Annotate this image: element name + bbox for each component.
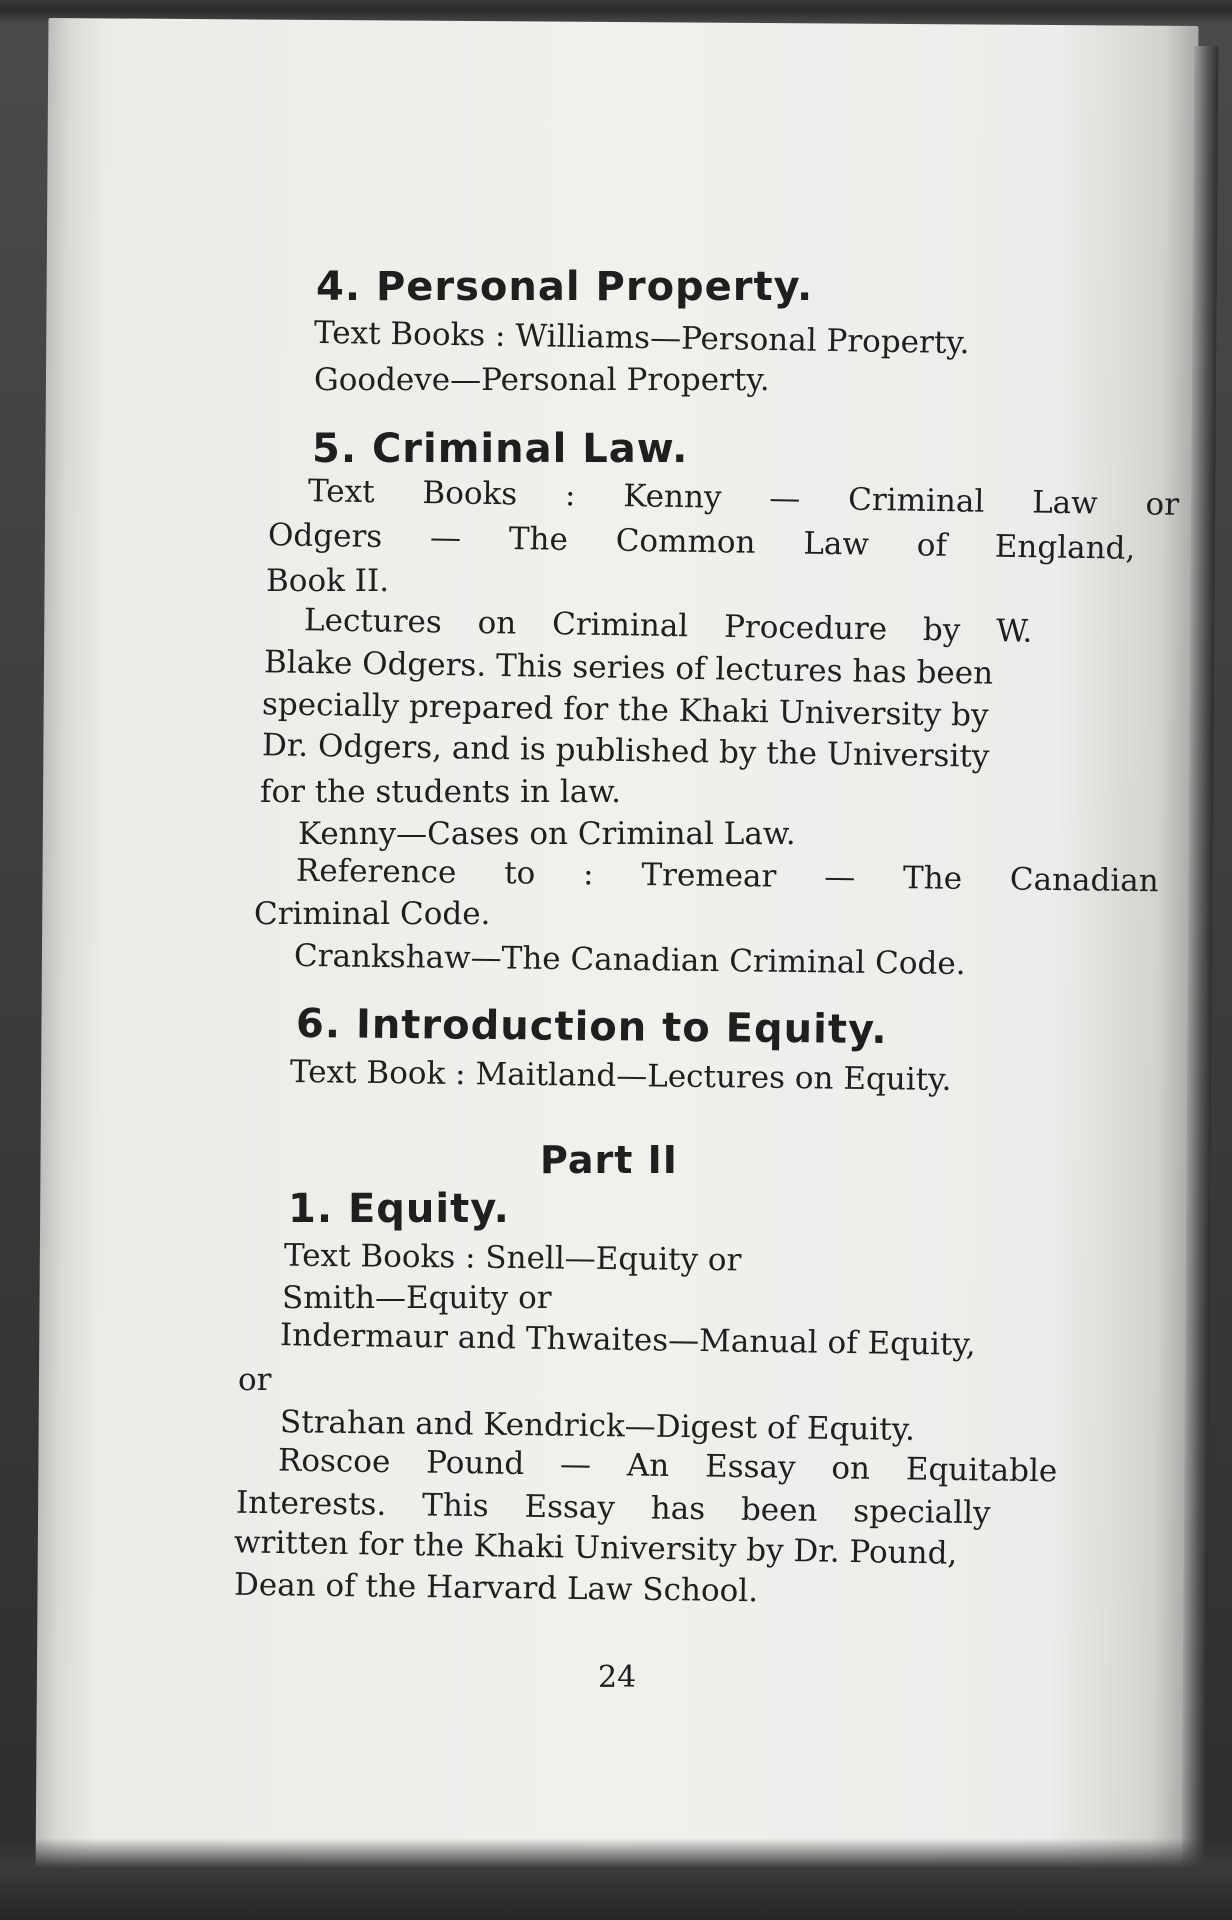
text-line: for the students in law.	[260, 774, 621, 810]
text-line: Dean of the Harvard Law School.	[233, 1566, 759, 1610]
text-line: Text Books : Williams—Personal Property.	[313, 314, 970, 362]
text-line: Dr. Odgers, and is published by the University	[261, 727, 990, 775]
part-title: Part II	[540, 1138, 678, 1182]
text-line: Reference to : Tremear — The Canadian	[295, 852, 1159, 900]
text-line: Criminal Code.	[254, 896, 491, 932]
text-line: Indermaur and Thwaites—Manual of Equity,	[279, 1317, 976, 1363]
section-heading-equity: 1. Equity.	[288, 1186, 510, 1232]
text-line: Interests. This Essay has been specially	[235, 1484, 991, 1532]
section-heading-criminal-law: 5. Criminal Law.	[312, 426, 689, 472]
text-line: Odgers — The Common Law of England,	[267, 517, 1136, 567]
text-line: written for the Khaki University by Dr. Pound,	[233, 1524, 958, 1572]
text-line: specially prepared for the Khaki University by	[261, 686, 989, 734]
section-heading-introduction-to-equity: 6. Introduction to Equity.	[295, 1000, 888, 1054]
text-line: Strahan and Kendrick—Digest of Equity.	[279, 1404, 916, 1448]
text-line: or	[238, 1362, 272, 1398]
section-heading-personal-property: 4. Personal Property.	[316, 264, 814, 310]
text-line: Text Books : Kenny — Criminal Law or	[307, 473, 1180, 523]
text-line: Kenny—Cases on Criminal Law.	[298, 816, 796, 852]
text-line: Crankshaw—The Canadian Criminal Code.	[293, 937, 966, 983]
text-line: Blake Odgers. This series of lectures has been	[263, 644, 994, 692]
page-number: 24	[598, 1660, 637, 1695]
text-line: Goodeve—Personal Property.	[314, 362, 770, 398]
text-line: Smith—Equity or	[282, 1280, 552, 1316]
text-line: Text Books : Snell—Equity or	[283, 1237, 742, 1279]
text-line: Book II.	[266, 563, 390, 599]
text-line: Lectures on Criminal Procedure by W.	[303, 602, 1033, 650]
scan-bottom-edge	[0, 1838, 1232, 1920]
text-line: Text Book : Maitland—Lectures on Equity.	[289, 1053, 952, 1099]
text-line: Roscoe Pound — An Essay on Equitable	[277, 1442, 1058, 1490]
